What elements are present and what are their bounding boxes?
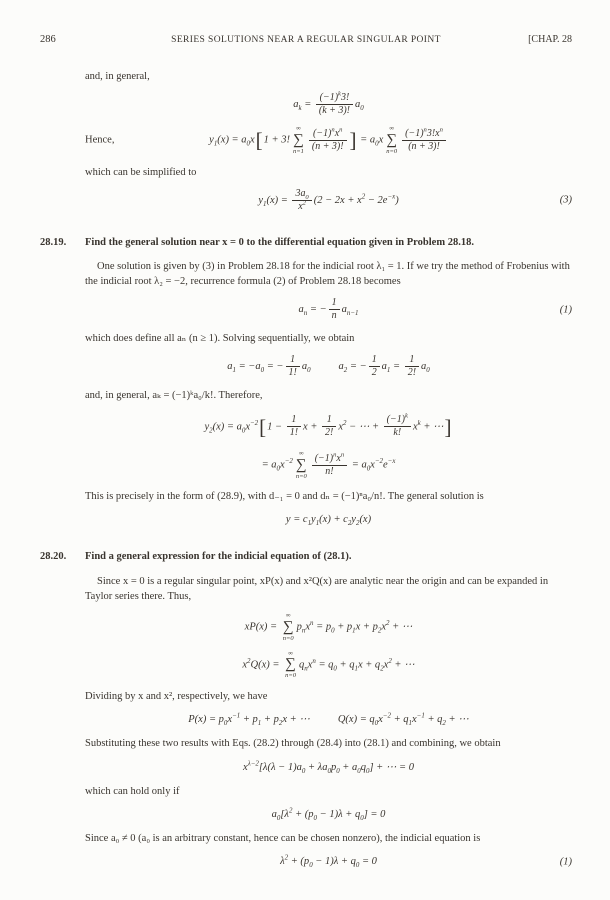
page-header [40, 34, 572, 45]
problem-heading-28-19 [40, 235, 572, 250]
equation-PQ [85, 712, 572, 727]
formula-y1-series: $y_1(x) = a_0x[1 + 3$! ∞ ∑ n=1 $\frac{(-1)^nx^n}{(n + 3)!}$ ] = $a_0x$ ∞ ∑ n=0 $\frac{(-1)^n3!x^n}{(n + 3)!}$ [209, 125, 448, 155]
paragraph-dividing: Dividing by x and x², respectively, we have [85, 690, 268, 702]
paragraph-substituting: Substituting these two results with Eqs. (28.2) through (28.4) into (28.1) and combining, we obtain [85, 738, 501, 750]
equation-y1-series [85, 125, 572, 155]
problem-statement: Find the general solution near x = 0 to the differential equation given in Problem 28.18. [85, 236, 474, 248]
formula-recurrence: $a_n$ = − $\frac{1}{n}$ $a_{n-1}$ [298, 297, 359, 322]
problem-statement: Find a general expression for the indicial equation of (28.1). [85, 551, 352, 563]
paragraph-since-regular: Since x = 0 is a regular singular point, xP(x) and x²Q(x) are analytic near the origin and can be expanded in Taylor series there. Thus, [85, 575, 549, 602]
page-number: 286 [40, 34, 56, 45]
formula-y1-closed: $y_1(x)$ = $\frac{3a_0}{x^2}$ $(2 - 2x + x^2 - 2e^{-x})$ [258, 187, 399, 212]
paragraph-general-ak: and, in general, aₖ = (−1)ᵏa₀/k!. Therefore, [85, 390, 263, 402]
formula-y2-sum: = $a_0x^{-2}$ ∞ ∑ n=0 $\frac{(-1)^nx^n}{n!}$ = $a_0x^{-2}e^{-x}$ [261, 450, 396, 480]
equation-label-1: (1) [559, 856, 572, 868]
equation-label-3: (3) [559, 194, 572, 206]
problem-number: 28.20. [40, 551, 67, 563]
paragraph-one-solution: One solution is given by (3) in Problem 28.18 for the indicial root λ₁ = 1. If we try the method of Frobenius with the indicial root λ₂ = −2, recurrence formula (2) of Problem 28.18 becomes [85, 260, 570, 288]
formula-sequential: $a_1 = -a_0$ = − $\frac{1}{1!}$ $a_0$ $a_2$ = − $\frac{1}{2}$ $a_1$ = $\frac{1}{2!}$ $a_0$ [227, 354, 430, 379]
formula-substituted: $x^{\lambda-2}[\lambda(\lambda - 1)a_0 + \lambda a_0p_0 + a_0q_0]$ + ⋯ = 0 [243, 760, 414, 775]
equation-general-coefficient [85, 92, 572, 117]
formula-a0-bracket: $a_0[\lambda^2 + (p_0 - 1)\lambda + q_0] = 0$ [271, 807, 386, 823]
equation-substituted [85, 760, 572, 775]
running-title: SERIES SOLUTIONS NEAR A REGULAR SINGULAR POINT [171, 35, 441, 45]
paragraph-precisely: This is precisely in the form of (28.9), with d₋₁ = 0 and dₙ = (−1)ⁿa₀/n!. The general solution is [85, 490, 484, 502]
formula-general-solution: $y = c_1y_1(x) + c_2y_2(x)$ [285, 514, 372, 528]
paragraph-simplified: which can be simplified to [85, 166, 197, 178]
equation-a0-bracket [85, 807, 572, 822]
problem-heading-28-20 [40, 549, 572, 564]
formula-xP: xP(x) = ∞ ∑ n=0 $p_nx^n = p_0 + p_1x + p_2x^2$ + ⋯ [244, 612, 413, 642]
equation-general-solution [85, 512, 572, 527]
formula-indicial: $\lambda^2 + (p_0 - 1)\lambda + q_0 = 0$ [280, 854, 377, 870]
equation-xP [85, 612, 572, 642]
equation-y1-closed [85, 188, 572, 213]
equation-recurrence [85, 297, 572, 322]
paragraph-hold: which can hold only if [85, 785, 180, 797]
paragraph-since-a0: Since a₀ ≠ 0 (a₀ is an arbitrary constant, hence can be chosen nonzero), the indicial equation is [85, 833, 481, 845]
equation-x2Q [85, 650, 572, 680]
problem-number: 28.19. [40, 236, 67, 248]
paragraph-in-general: and, in general, [85, 71, 150, 82]
formula-PQ: $P(x) = p_0x^{-1} + p_1 + p_2x$ + ⋯ $Q(x) = q_0x^{-2} + q_1x^{-1} + q_2$ + ⋯ [188, 712, 469, 728]
equation-indicial [85, 854, 572, 869]
formula-y2-bracket: $y_2(x) = a_0x^{-2}[1$ − $\frac{1}{1!}$ x + $\frac{1}{2!}$ $x^2$ − ⋯ + $\frac{(-1)^k}{k!}$ $x^k$ + ⋯] [204, 413, 452, 439]
equation-y2-bracket [85, 412, 572, 442]
equation-label-1: (1) [559, 304, 572, 316]
hence-label: Hence, [85, 134, 115, 146]
page-body [40, 69, 572, 870]
equation-y2-sum [85, 450, 572, 480]
formula-x2Q: $x^2Q(x)$ = ∞ ∑ n=0 $q_nx^n = q_0 + q_1x + q_2x^2$ + ⋯ [242, 650, 415, 680]
formula-ak: $a_k$ = $\frac{(-1)^k3!}{(k + 3)!}$ $a_0$ [293, 90, 364, 117]
equation-sequential [85, 354, 572, 379]
chapter-ref: [CHAP. 28 [528, 34, 572, 45]
paragraph-defines: which does define all aₙ (n ≥ 1). Solving sequentially, we obtain [85, 333, 355, 345]
